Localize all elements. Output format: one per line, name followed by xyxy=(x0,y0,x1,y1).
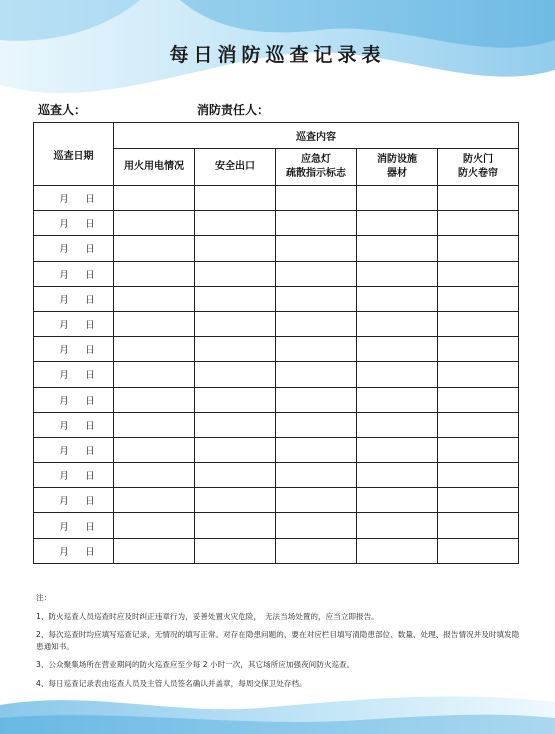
entry-cell[interactable] xyxy=(438,186,519,211)
day-label: 日 xyxy=(85,320,95,332)
entry-cell[interactable] xyxy=(114,311,195,336)
date-cell[interactable] xyxy=(34,513,114,538)
entry-cell[interactable] xyxy=(438,463,519,488)
month-label: 月 xyxy=(59,244,69,256)
entry-cell[interactable] xyxy=(114,186,195,211)
entry-cell[interactable] xyxy=(114,412,195,437)
entry-cell[interactable] xyxy=(357,337,438,362)
column-header xyxy=(114,149,195,186)
notes-section xyxy=(36,592,526,696)
entry-cell[interactable] xyxy=(276,538,357,563)
entry-cell[interactable] xyxy=(195,186,276,211)
entry-cell[interactable] xyxy=(438,513,519,538)
column-header-line: 防火卷帘 xyxy=(458,168,499,179)
table-row xyxy=(34,311,519,336)
entry-cell[interactable] xyxy=(195,311,276,336)
entry-cell[interactable] xyxy=(357,412,438,437)
note-item: 2、每次巡查时均应填写巡查记录，无情况的填写正常。对存在隐患问题的，要在对应栏目填写清隐患部位、数量、处理、报告情况并及时填发隐患通知书。 xyxy=(36,630,520,651)
entry-cell[interactable] xyxy=(276,186,357,211)
entry-cell[interactable] xyxy=(195,261,276,286)
entry-cell[interactable] xyxy=(195,538,276,563)
entry-cell[interactable] xyxy=(357,362,438,387)
entry-cell[interactable] xyxy=(114,463,195,488)
entry-cell[interactable] xyxy=(357,311,438,336)
day-label: 日 xyxy=(85,244,95,256)
date-column-header: 巡查日期 xyxy=(34,123,114,186)
entry-cell[interactable] xyxy=(195,437,276,462)
month-label: 月 xyxy=(59,320,69,332)
entry-cell[interactable] xyxy=(357,513,438,538)
day-label: 日 xyxy=(85,395,95,407)
month-label: 月 xyxy=(59,445,69,457)
entry-cell[interactable] xyxy=(357,387,438,412)
entry-cell[interactable] xyxy=(357,437,438,462)
entry-cell[interactable] xyxy=(438,488,519,513)
month-label: 月 xyxy=(59,420,69,432)
table-row xyxy=(34,538,519,563)
date-cell[interactable] xyxy=(34,362,114,387)
entry-cell[interactable] xyxy=(195,286,276,311)
column-header-line: 安全出口 xyxy=(215,161,255,172)
entry-cell[interactable] xyxy=(114,387,195,412)
date-cell[interactable] xyxy=(34,311,114,336)
entry-cell[interactable] xyxy=(438,437,519,462)
entry-cell[interactable] xyxy=(438,387,519,412)
inspection-content-header: 巡查内容 xyxy=(114,123,519,149)
date-cell[interactable] xyxy=(34,437,114,462)
notes-heading: 注： xyxy=(36,593,52,602)
month-label: 月 xyxy=(59,471,69,483)
column-header-line: 器材 xyxy=(387,168,407,179)
entry-cell[interactable] xyxy=(195,362,276,387)
column-header xyxy=(195,149,276,186)
day-label: 日 xyxy=(85,269,95,281)
month-label: 月 xyxy=(59,219,69,231)
entry-cell[interactable] xyxy=(276,337,357,362)
entry-cell[interactable] xyxy=(195,236,276,261)
entry-cell[interactable] xyxy=(195,412,276,437)
table-row xyxy=(34,488,519,513)
column-header xyxy=(357,149,438,186)
table-row xyxy=(34,186,519,211)
entry-cell[interactable] xyxy=(357,236,438,261)
month-label: 月 xyxy=(59,521,69,533)
column-header-line: 应急灯 xyxy=(301,154,331,165)
entry-cell[interactable] xyxy=(438,261,519,286)
entry-cell[interactable] xyxy=(438,412,519,437)
entry-cell[interactable] xyxy=(276,412,357,437)
table-row xyxy=(34,437,519,462)
entry-cell[interactable] xyxy=(276,261,357,286)
entry-cell[interactable] xyxy=(357,488,438,513)
entry-cell[interactable] xyxy=(276,387,357,412)
day-label: 日 xyxy=(85,345,95,357)
entry-cell[interactable] xyxy=(195,337,276,362)
table-row xyxy=(34,286,519,311)
entry-cell[interactable] xyxy=(438,337,519,362)
entry-cell[interactable] xyxy=(195,463,276,488)
entry-cell[interactable] xyxy=(114,286,195,311)
inspection-table xyxy=(33,122,519,564)
month-label: 月 xyxy=(59,546,69,558)
column-header-line: 消防设施 xyxy=(377,154,417,165)
entry-cell[interactable] xyxy=(114,362,195,387)
entry-cell[interactable] xyxy=(438,286,519,311)
entry-cell[interactable] xyxy=(357,286,438,311)
responsible-person-label: 消防责任人： xyxy=(197,103,270,117)
date-cell[interactable] xyxy=(34,337,114,362)
entry-cell[interactable] xyxy=(276,513,357,538)
month-label: 月 xyxy=(59,370,69,382)
entry-cell[interactable] xyxy=(438,362,519,387)
entry-cell[interactable] xyxy=(114,538,195,563)
day-label: 日 xyxy=(85,294,95,306)
page-title: 每日消防巡查记录表 xyxy=(169,44,386,66)
inspector-label: 巡查人： xyxy=(38,103,87,117)
month-label: 月 xyxy=(59,345,69,357)
column-header xyxy=(276,149,357,186)
entry-cell[interactable] xyxy=(114,337,195,362)
entry-cell[interactable] xyxy=(276,311,357,336)
column-header-line: 用火用电情况 xyxy=(124,161,184,172)
entry-cell[interactable] xyxy=(438,236,519,261)
entry-cell[interactable] xyxy=(276,286,357,311)
table-row xyxy=(34,261,519,286)
column-header xyxy=(438,149,519,186)
entry-cell[interactable] xyxy=(357,463,438,488)
entry-cell[interactable] xyxy=(438,211,519,236)
month-label: 月 xyxy=(59,269,69,281)
entry-cell[interactable] xyxy=(276,362,357,387)
table-row xyxy=(34,513,519,538)
entry-cell[interactable] xyxy=(114,488,195,513)
date-cell[interactable] xyxy=(34,261,114,286)
entry-cell[interactable] xyxy=(276,437,357,462)
day-label: 日 xyxy=(85,194,95,206)
date-cell[interactable] xyxy=(34,488,114,513)
month-label: 月 xyxy=(59,496,69,508)
entry-cell[interactable] xyxy=(357,211,438,236)
date-cell[interactable] xyxy=(34,387,114,412)
entry-cell[interactable] xyxy=(357,186,438,211)
entry-cell[interactable] xyxy=(114,236,195,261)
table-row xyxy=(34,337,519,362)
day-label: 日 xyxy=(85,496,95,508)
date-cell[interactable] xyxy=(34,186,114,211)
entry-cell[interactable] xyxy=(357,261,438,286)
table-row xyxy=(34,412,519,437)
entry-cell[interactable] xyxy=(114,437,195,462)
table-row xyxy=(34,236,519,261)
note-item: 4、每日巡查记录表由巡查人员及主管人员签名确认并盖章，每周交保卫处存档。 xyxy=(36,678,307,688)
day-label: 日 xyxy=(85,546,95,558)
entry-cell[interactable] xyxy=(195,513,276,538)
month-label: 月 xyxy=(59,395,69,407)
date-cell[interactable] xyxy=(34,463,114,488)
table-row xyxy=(34,211,519,236)
date-cell[interactable] xyxy=(34,286,114,311)
note-item: 3、公众聚集场所在营业期间的防火巡查应至少每 2 小时一次，其它场所应加强夜间防火巡查。 xyxy=(36,660,355,669)
column-header-line: 防火门 xyxy=(463,154,494,165)
entry-cell[interactable] xyxy=(438,311,519,336)
day-label: 日 xyxy=(85,420,95,432)
entry-cell[interactable] xyxy=(276,211,357,236)
column-header-line: 疏散指示标志 xyxy=(286,168,346,179)
entry-cell[interactable] xyxy=(276,488,357,513)
day-label: 日 xyxy=(85,521,95,533)
day-label: 日 xyxy=(85,219,95,231)
entry-cell[interactable] xyxy=(114,261,195,286)
entry-cell[interactable] xyxy=(357,538,438,563)
month-label: 月 xyxy=(59,194,69,206)
entry-cell[interactable] xyxy=(438,538,519,563)
day-label: 日 xyxy=(85,445,95,457)
entry-cell[interactable] xyxy=(114,211,195,236)
entry-cell[interactable] xyxy=(114,513,195,538)
note-item: 1、防火巡查人员巡查时应及时纠正违章行为，妥善处置火灾危险， 无法当场处置的，应当立即报告。 xyxy=(36,611,379,621)
entry-cell[interactable] xyxy=(195,488,276,513)
entry-cell[interactable] xyxy=(195,387,276,412)
date-cell[interactable] xyxy=(34,538,114,563)
entry-cell[interactable] xyxy=(276,236,357,261)
month-label: 月 xyxy=(59,294,69,306)
entry-cell[interactable] xyxy=(276,463,357,488)
date-cell[interactable] xyxy=(34,211,114,236)
date-cell[interactable] xyxy=(34,412,114,437)
day-label: 日 xyxy=(85,370,95,382)
entry-cell[interactable] xyxy=(195,211,276,236)
day-label: 日 xyxy=(85,471,95,483)
table-row xyxy=(34,362,519,387)
table-row xyxy=(34,463,519,488)
date-cell[interactable] xyxy=(34,236,114,261)
table-row xyxy=(34,387,519,412)
